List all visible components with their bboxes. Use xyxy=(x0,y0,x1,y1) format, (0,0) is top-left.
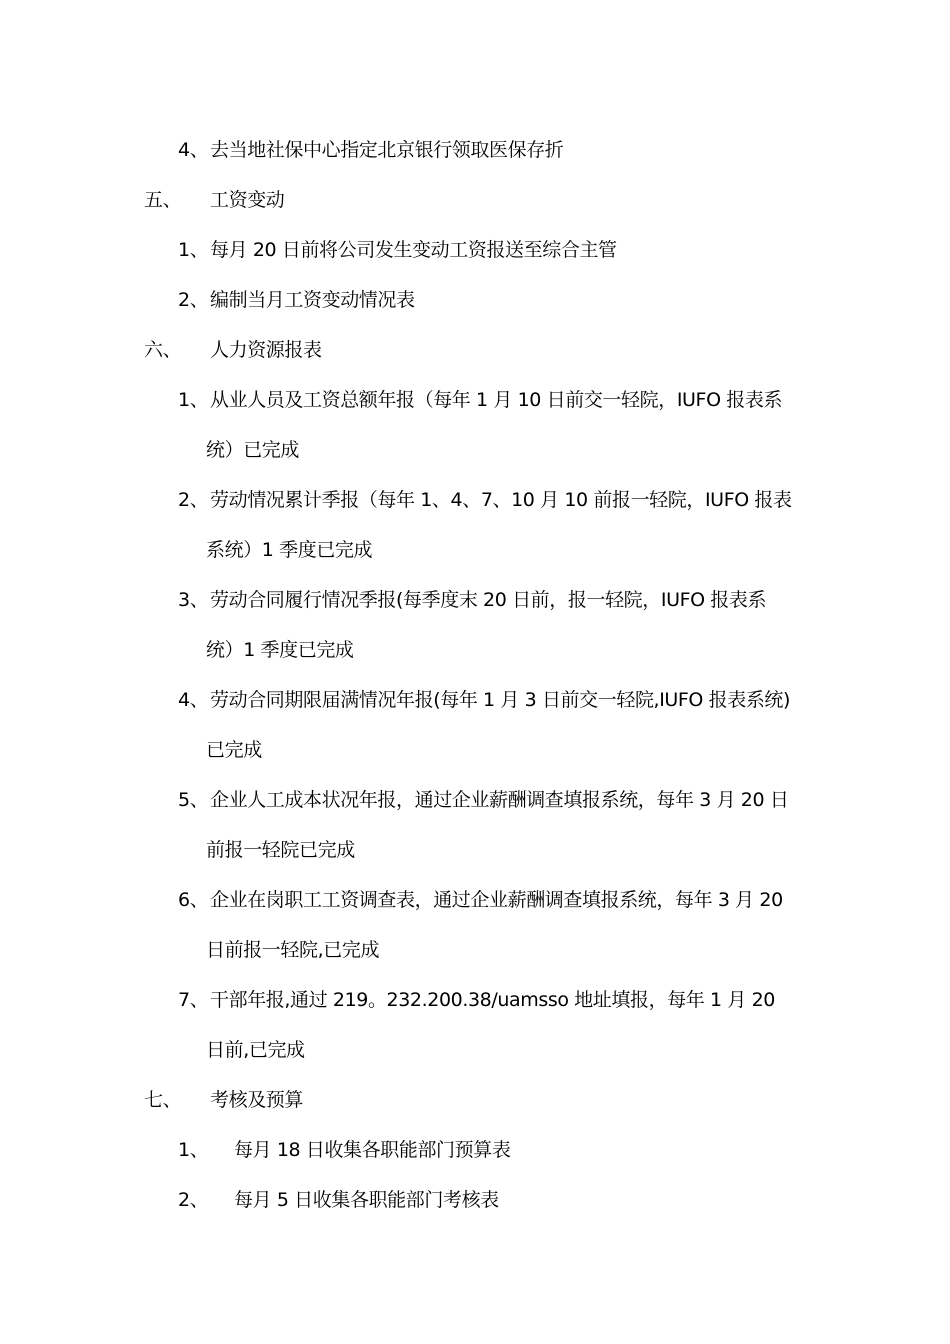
item-number: 2、 xyxy=(178,289,209,311)
item-text: 去当地社保中心指定北京银行领取医保存折 xyxy=(210,139,564,161)
list-item xyxy=(178,588,766,612)
item-text: 劳动情况累计季报（每年 1、4、7、10 月 10 前报一轻院，IUFO 报表 xyxy=(210,489,792,511)
item-text: 编制当月工资变动情况表 xyxy=(210,289,415,311)
section-title: 工资变动 xyxy=(210,189,285,211)
item-continuation: 日前,已完成 xyxy=(206,1039,305,1061)
item-text: 干部年报,通过 219。232.200.38/uamsso 地址填报，每年 1 月 20 xyxy=(210,989,775,1011)
item-text: 劳动合同期限届满情况年报(每年 1 月 3 日前交一轻院,IUFO 报表系统) xyxy=(210,689,791,711)
list-item xyxy=(178,1188,499,1212)
list-item xyxy=(178,488,792,512)
item-text: 每月 5 日收集各职能部门考核表 xyxy=(234,1189,499,1211)
list-item xyxy=(178,1138,510,1162)
item-number: 3、 xyxy=(178,589,209,611)
item-number: 2、 xyxy=(178,489,209,511)
list-item xyxy=(178,138,563,162)
item-text: 从业人员及工资总额年报（每年 1 月 10 日前交一轻院，IUFO 报表系 xyxy=(210,389,783,411)
item-continuation: 统）已完成 xyxy=(206,439,300,461)
item-number: 6、 xyxy=(178,889,209,911)
section-number: 六、 xyxy=(144,339,182,361)
list-item xyxy=(178,988,775,1012)
item-continuation: 统）1 季度已完成 xyxy=(206,639,354,661)
item-continuation: 系统）1 季度已完成 xyxy=(206,539,373,561)
section-heading xyxy=(144,1088,303,1112)
item-number: 1、 xyxy=(178,389,209,411)
list-item xyxy=(178,288,415,312)
section-heading xyxy=(144,188,284,212)
item-number: 1、 xyxy=(178,1139,209,1161)
item-text: 企业在岗职工工资调查表，通过企业薪酬调查填报系统，每年 3 月 20 xyxy=(210,889,783,911)
item-number: 1、 xyxy=(178,239,209,261)
item-text: 每月 20 日前将公司发生变动工资报送至综合主管 xyxy=(210,239,617,261)
item-text: 企业人工成本状况年报，通过企业薪酬调查填报系统，每年 3 月 20 日 xyxy=(210,789,789,811)
section-number: 七、 xyxy=(144,1089,182,1111)
item-number: 7、 xyxy=(178,989,209,1011)
item-text: 劳动合同履行情况季报(每季度末 20 日前，报一轻院，IUFO 报表系 xyxy=(210,589,767,611)
list-item xyxy=(178,788,788,812)
list-item xyxy=(178,688,790,712)
item-continuation: 前报一轻院已完成 xyxy=(206,839,355,861)
item-continuation: 日前报一轻院,已完成 xyxy=(206,939,380,961)
list-item xyxy=(178,888,783,912)
item-number: 5、 xyxy=(178,789,209,811)
section-number: 五、 xyxy=(144,189,182,211)
item-number: 4、 xyxy=(178,689,209,711)
item-text: 每月 18 日收集各职能部门预算表 xyxy=(234,1139,511,1161)
list-item xyxy=(178,238,617,262)
section-title: 人力资源报表 xyxy=(210,339,322,361)
section-heading xyxy=(144,338,322,362)
section-title: 考核及预算 xyxy=(210,1089,304,1111)
item-number: 2、 xyxy=(178,1189,209,1211)
list-item xyxy=(178,388,782,412)
item-continuation: 已完成 xyxy=(206,739,262,761)
item-number: 4、 xyxy=(178,139,209,161)
